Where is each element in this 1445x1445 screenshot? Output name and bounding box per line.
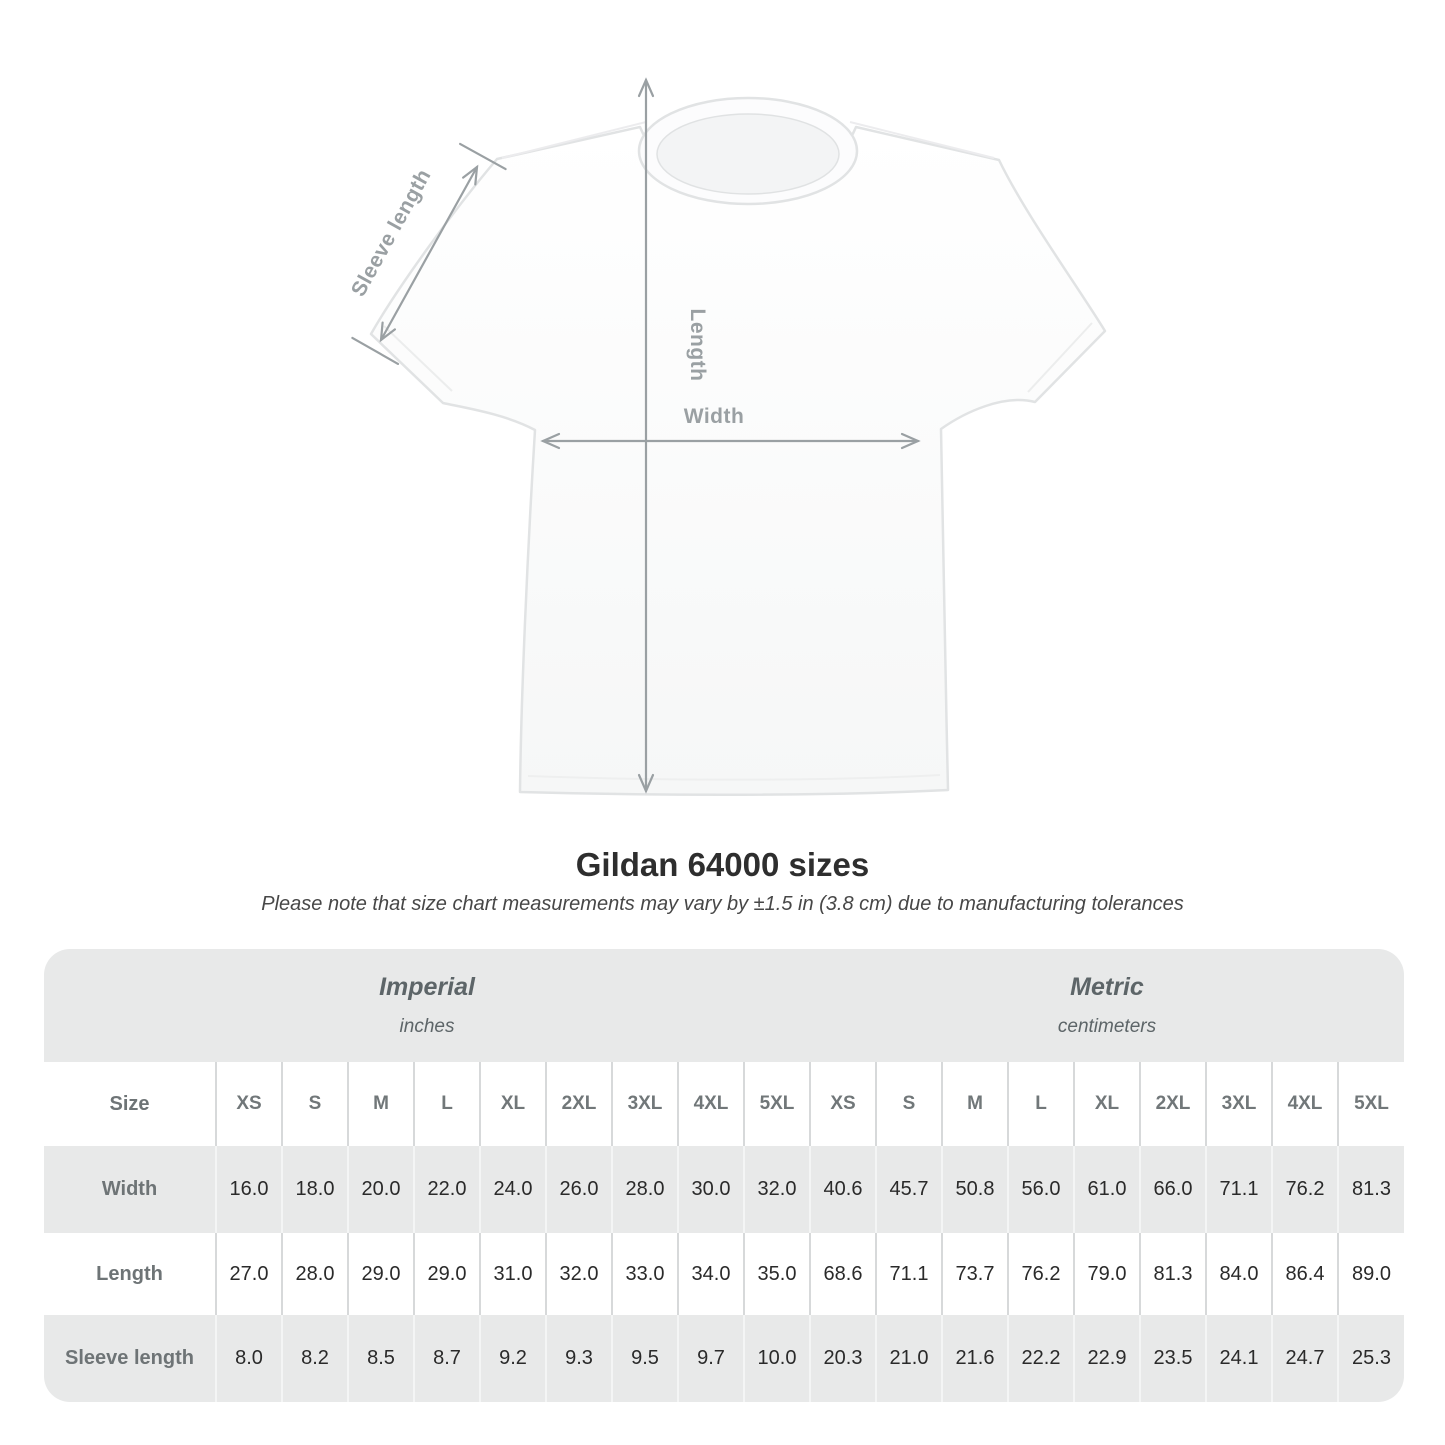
value-length-metric-s: 71.1 xyxy=(876,1233,942,1315)
size-corner-label: Size xyxy=(44,1062,216,1146)
size-header-metric-xs: XS xyxy=(810,1062,876,1146)
value-width-metric-l: 56.0 xyxy=(1008,1146,1074,1233)
page-title: Gildan 64000 sizes xyxy=(575,846,870,883)
value-sleeve-length-metric-xs: 20.3 xyxy=(810,1315,876,1402)
value-width-imperial-3xl: 28.0 xyxy=(612,1146,678,1233)
size-header-imperial-4xl: 4XL xyxy=(678,1062,744,1146)
value-sleeve-length-metric-5xl: 25.3 xyxy=(1338,1315,1404,1402)
value-width-metric-4xl: 76.2 xyxy=(1272,1146,1338,1233)
value-width-metric-xs: 40.6 xyxy=(810,1146,876,1233)
value-sleeve-length-imperial-4xl: 9.7 xyxy=(678,1315,744,1402)
size-header-imperial-5xl: 5XL xyxy=(744,1062,810,1146)
size-header-imperial-s: S xyxy=(282,1062,348,1146)
size-header-metric-l: L xyxy=(1008,1062,1074,1146)
value-length-imperial-4xl: 34.0 xyxy=(678,1233,744,1315)
value-width-metric-5xl: 81.3 xyxy=(1338,1146,1404,1233)
size-table xyxy=(44,949,1404,1402)
tshirt-shape xyxy=(371,98,1105,795)
row-label: Width xyxy=(44,1146,216,1233)
value-width-metric-m: 50.8 xyxy=(942,1146,1008,1233)
value-sleeve-length-imperial-s: 8.2 xyxy=(282,1315,348,1402)
table-row-length xyxy=(44,1233,1404,1315)
value-width-metric-s: 45.7 xyxy=(876,1146,942,1233)
value-length-metric-l: 76.2 xyxy=(1008,1233,1074,1315)
value-sleeve-length-metric-4xl: 24.7 xyxy=(1272,1315,1338,1402)
value-sleeve-length-metric-s: 21.0 xyxy=(876,1315,942,1402)
value-sleeve-length-metric-3xl: 24.1 xyxy=(1206,1315,1272,1402)
size-table-container xyxy=(44,949,1404,1402)
imperial-group-header xyxy=(44,949,810,1062)
metric-group-header xyxy=(810,949,1404,1062)
size-header-imperial-3xl: 3XL xyxy=(612,1062,678,1146)
size-header-metric-xl: XL xyxy=(1074,1062,1140,1146)
value-sleeve-length-imperial-xl: 9.2 xyxy=(480,1315,546,1402)
size-header-metric-5xl: 5XL xyxy=(1338,1062,1404,1146)
size-header-metric-3xl: 3XL xyxy=(1206,1062,1272,1146)
length-label: Length xyxy=(686,308,709,382)
size-header-imperial-xs: XS xyxy=(216,1062,282,1146)
table-row-sleeve-length xyxy=(44,1315,1404,1402)
value-length-imperial-xl: 31.0 xyxy=(480,1233,546,1315)
value-length-imperial-m: 29.0 xyxy=(348,1233,414,1315)
metric-unit: centimeters xyxy=(1057,1016,1157,1037)
size-header-imperial-m: M xyxy=(348,1062,414,1146)
value-length-imperial-3xl: 33.0 xyxy=(612,1233,678,1315)
value-width-metric-xl: 61.0 xyxy=(1074,1146,1140,1233)
value-width-imperial-m: 20.0 xyxy=(348,1146,414,1233)
row-label: Sleeve length xyxy=(44,1315,216,1402)
imperial-unit: inches xyxy=(399,1016,455,1037)
metric-label: Metric xyxy=(1070,973,1144,1001)
value-width-imperial-s: 18.0 xyxy=(282,1146,348,1233)
value-width-metric-3xl: 71.1 xyxy=(1206,1146,1272,1233)
value-length-imperial-5xl: 35.0 xyxy=(744,1233,810,1315)
value-sleeve-length-imperial-5xl: 10.0 xyxy=(744,1315,810,1402)
value-sleeve-length-metric-m: 21.6 xyxy=(942,1315,1008,1402)
value-length-metric-xl: 79.0 xyxy=(1074,1233,1140,1315)
size-header-metric-4xl: 4XL xyxy=(1272,1062,1338,1146)
size-header-row xyxy=(44,1062,1404,1146)
value-sleeve-length-metric-l: 22.2 xyxy=(1008,1315,1074,1402)
value-sleeve-length-imperial-l: 8.7 xyxy=(414,1315,480,1402)
row-label: Length xyxy=(44,1233,216,1315)
value-length-metric-m: 73.7 xyxy=(942,1233,1008,1315)
table-row-width xyxy=(44,1146,1404,1233)
size-header-metric-s: S xyxy=(876,1062,942,1146)
value-sleeve-length-metric-2xl: 23.5 xyxy=(1140,1315,1206,1402)
size-header-imperial-l: L xyxy=(414,1062,480,1146)
value-length-imperial-xs: 27.0 xyxy=(216,1233,282,1315)
collar-inner xyxy=(657,114,839,194)
value-width-imperial-l: 22.0 xyxy=(414,1146,480,1233)
value-sleeve-length-imperial-3xl: 9.5 xyxy=(612,1315,678,1402)
value-length-imperial-2xl: 32.0 xyxy=(546,1233,612,1315)
value-length-metric-xs: 68.6 xyxy=(810,1233,876,1315)
size-header-imperial-xl: XL xyxy=(480,1062,546,1146)
value-sleeve-length-imperial-2xl: 9.3 xyxy=(546,1315,612,1402)
imperial-label: Imperial xyxy=(379,973,475,1001)
value-length-metric-4xl: 86.4 xyxy=(1272,1233,1338,1315)
width-label: Width xyxy=(683,405,745,428)
value-sleeve-length-imperial-xs: 8.0 xyxy=(216,1315,282,1402)
value-width-imperial-2xl: 26.0 xyxy=(546,1146,612,1233)
value-length-imperial-s: 28.0 xyxy=(282,1233,348,1315)
value-length-metric-2xl: 81.3 xyxy=(1140,1233,1206,1315)
value-width-imperial-xs: 16.0 xyxy=(216,1146,282,1233)
value-length-metric-5xl: 89.0 xyxy=(1338,1233,1404,1315)
value-length-imperial-l: 29.0 xyxy=(414,1233,480,1315)
size-header-metric-2xl: 2XL xyxy=(1140,1062,1206,1146)
value-sleeve-length-metric-xl: 22.9 xyxy=(1074,1315,1140,1402)
value-width-metric-2xl: 66.0 xyxy=(1140,1146,1206,1233)
value-width-imperial-5xl: 32.0 xyxy=(744,1146,810,1233)
value-width-imperial-xl: 24.0 xyxy=(480,1146,546,1233)
size-header-imperial-2xl: 2XL xyxy=(546,1062,612,1146)
unit-group-row xyxy=(44,949,1404,1062)
value-sleeve-length-imperial-m: 8.5 xyxy=(348,1315,414,1402)
value-width-imperial-4xl: 30.0 xyxy=(678,1146,744,1233)
size-header-metric-m: M xyxy=(942,1062,1008,1146)
tolerance-note: Please note that size chart measurements may vary by ±1.5 in (3.8 cm) due to manufacturing tolerances xyxy=(261,893,1184,915)
sleeve-length-label: Sleeve length xyxy=(346,165,436,301)
value-length-metric-3xl: 84.0 xyxy=(1206,1233,1272,1315)
